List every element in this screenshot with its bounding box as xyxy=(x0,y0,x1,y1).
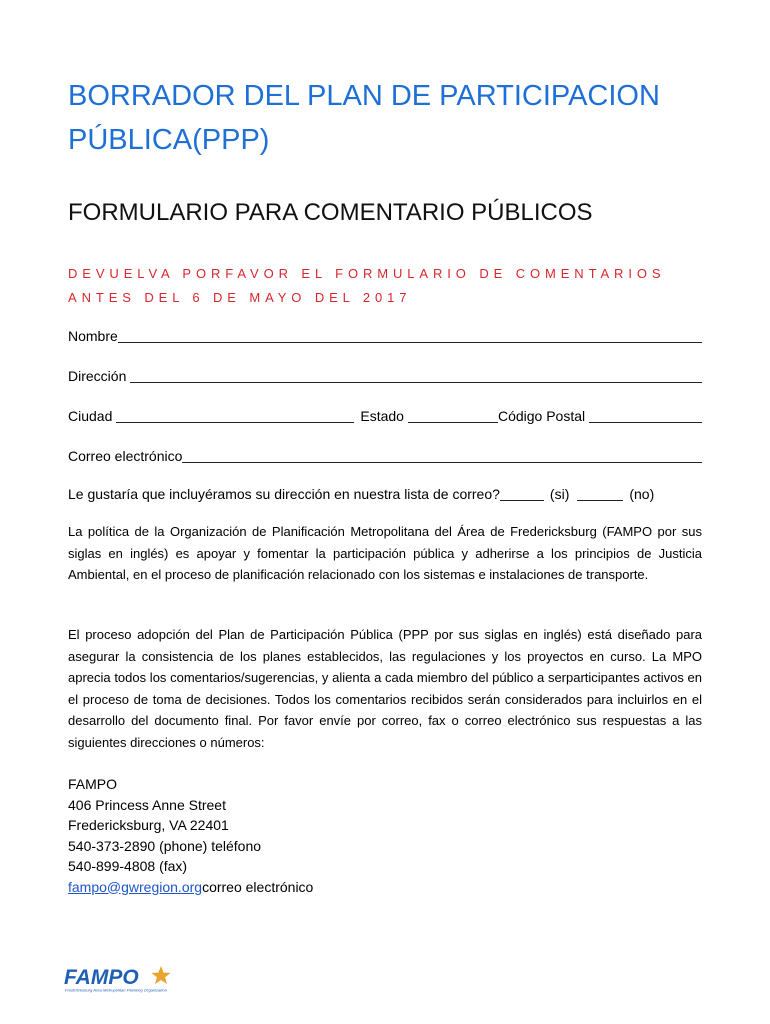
contact-block xyxy=(68,774,313,897)
paragraph-process: El proceso adopción del Plan de Participación Pública (PPP por sus siglas en inglés) está diseñado para asegurar la consistencia de los planes establecidos, las regulaciones y los proyectos en curso. La MPO aprecia todos los comentarios/sugerencias, y alienta a cada miembro del público a serparticipantes activos en el proceso de toma de decisiones. Todos los comentarios recibidos serán considerados para incluirlos en el desarrollo del documento final. Por favor envíe por correo, fax o correo electrónico sus respuestas a las siguientes direcciones o números: xyxy=(68,627,702,750)
contact-org: FAMPO xyxy=(68,776,118,792)
codigo-postal-label: Código Postal xyxy=(497,408,586,424)
contact-phone: 540-373-2890 (phone) teléfono xyxy=(68,837,262,854)
contact-city: Fredericksburg, VA 22401 xyxy=(68,817,229,833)
no-field[interactable] xyxy=(577,486,623,501)
logo-wordmark: FAMPO xyxy=(64,966,139,989)
contact-email-suffix: correo electrónico xyxy=(202,878,314,895)
codigo-postal-field[interactable] xyxy=(589,408,702,423)
estado-field[interactable] xyxy=(408,408,498,423)
direccion-row xyxy=(68,366,702,386)
ciudad-label: Ciudad xyxy=(68,408,113,424)
correo-label: Correo electrónico xyxy=(68,448,183,464)
nombre-label: Nombre xyxy=(68,328,118,344)
ciudad-field[interactable] xyxy=(116,408,354,423)
estado-label: Estado xyxy=(360,408,404,424)
correo-row xyxy=(68,446,702,466)
fampo-logo xyxy=(64,962,180,994)
form-subtitle: FORMULARIO PARA COMENTARIO PÚBLICOS xyxy=(68,199,593,226)
paragraph-policy: La política de la Organización de Planificación Metropolitana del Área de Fredericksburg (FAMPO por sus siglas en inglés) es apoyar y fomentar la participación pública y adherirse a los principios de Justicia Ambiental, en el proceso de planificación relacionado con los sistemas e instalaciones de transporte. xyxy=(68,524,702,582)
nombre-row xyxy=(68,326,702,346)
mailing-question: Le gustaría que incluyéramos su dirección en nuestra lista de correo? xyxy=(68,486,500,502)
no-label: (no) xyxy=(629,486,655,502)
mailing-list-row xyxy=(68,484,702,504)
correo-field[interactable] xyxy=(182,448,702,463)
logo-star-icon xyxy=(151,966,170,984)
direccion-label: Dirección xyxy=(68,368,127,384)
si-field[interactable] xyxy=(500,486,544,501)
nombre-field[interactable] xyxy=(118,328,702,343)
contact-email-row xyxy=(68,877,313,898)
si-label: (si) xyxy=(549,486,570,502)
deadline-notice: DEVUELVA PORFAVOR EL FORMULARIO DE COMENTARIOS ANTES DEL 6 DE MAYO DEL 2017 xyxy=(68,266,666,305)
contact-fax: 540-899-4808 (fax) xyxy=(68,858,188,874)
contact-email-link[interactable]: fampo@gwregion.org xyxy=(68,878,203,895)
page-title: BORRADOR DEL PLAN DE PARTICIPACION PÚBLICA(PPP) xyxy=(68,80,660,156)
logo-tagline: Fredericksburg Area Metropolitan Planning Organization xyxy=(65,987,168,993)
direccion-field[interactable] xyxy=(130,368,702,383)
contact-street: 406 Princess Anne Street xyxy=(68,796,226,813)
ciudad-row xyxy=(68,406,702,426)
